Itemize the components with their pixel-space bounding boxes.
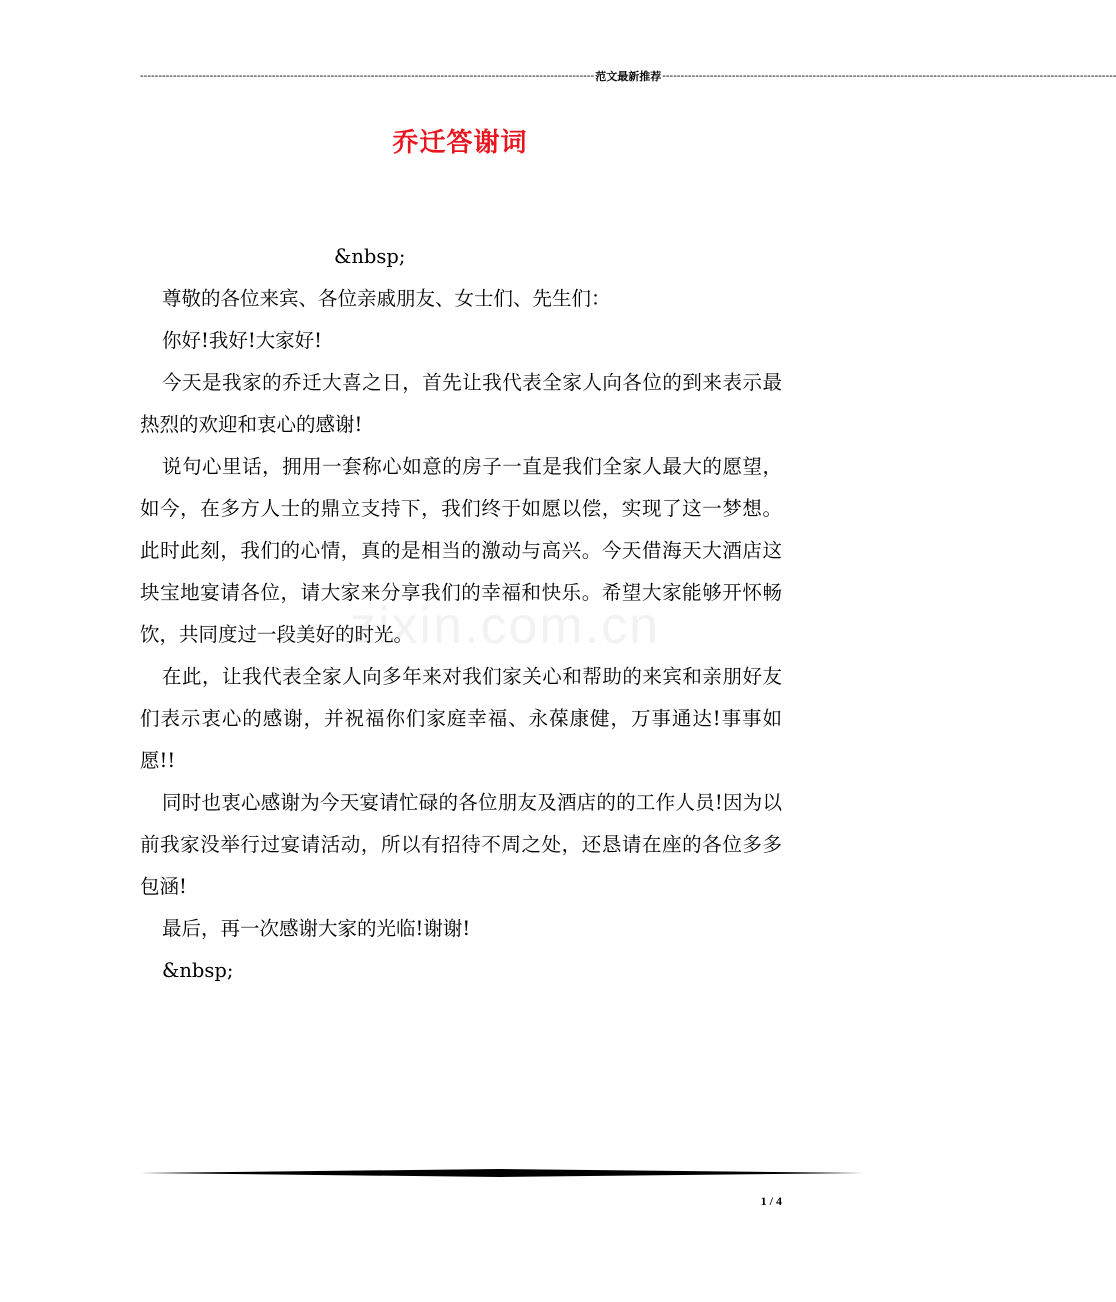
document-body bbox=[140, 236, 782, 992]
document-title: 乔迁答谢词 bbox=[392, 128, 528, 158]
paragraph-closing: 最后，再一次感谢大家的光临!谢谢! bbox=[162, 917, 471, 940]
paragraph: 今天是我家的乔迁大喜之日，首先让我代表全家人向各位的到来表示最热烈的欢迎和衷心的感谢! bbox=[140, 371, 782, 436]
footer-rule bbox=[140, 1166, 864, 1180]
header-dash-left: ---------------------------------------------------------------------------------------------------------------------------- bbox=[140, 70, 595, 82]
paragraph-nbsp: &nbsp; bbox=[334, 245, 406, 268]
paragraph-salutation: 尊敬的各位来宾、各位亲戚朋友、女士们、先生们： bbox=[162, 287, 611, 310]
header-label: 范文最新推荐 bbox=[595, 71, 662, 83]
paragraph: 说句心里话，拥用一套称心如意的房子一直是我们全家人最大的愿望，如今，在多方人士的鼎立支持下，我们终于如愿以偿，实现了这一梦想。此时此刻，我们的心情，真的是相当的激动与高兴。今天借海天大酒店这块宝地宴请各位，请大家来分享我们的幸福和快乐。希望大家能够开怀畅饮，共同度过一段美好的时光。 bbox=[140, 455, 782, 646]
page-number: 1 / 4 bbox=[760, 1194, 782, 1208]
page-header bbox=[140, 68, 1116, 84]
watermark: zixin.com.cn bbox=[350, 597, 661, 655]
paragraph-nbsp: &nbsp; bbox=[162, 959, 234, 982]
paragraph: 同时也衷心感谢为今天宴请忙碌的各位朋友及酒店的的工作人员!因为以前我家没举行过宴请活动，所以有招待不周之处，还恳请在座的各位多多包涵! bbox=[140, 791, 782, 898]
header-dash-right: ---------------------------------------------------------------------------------------------------------------------------- bbox=[662, 70, 1116, 82]
paragraph-greeting: 你好!我好!大家好! bbox=[162, 329, 323, 352]
paragraph: 在此，让我代表全家人向多年来对我们家关心和帮助的来宾和亲朋好友们表示衷心的感谢，并祝福你们家庭幸福、永葆康健，万事通达!事事如愿!! bbox=[140, 665, 782, 772]
